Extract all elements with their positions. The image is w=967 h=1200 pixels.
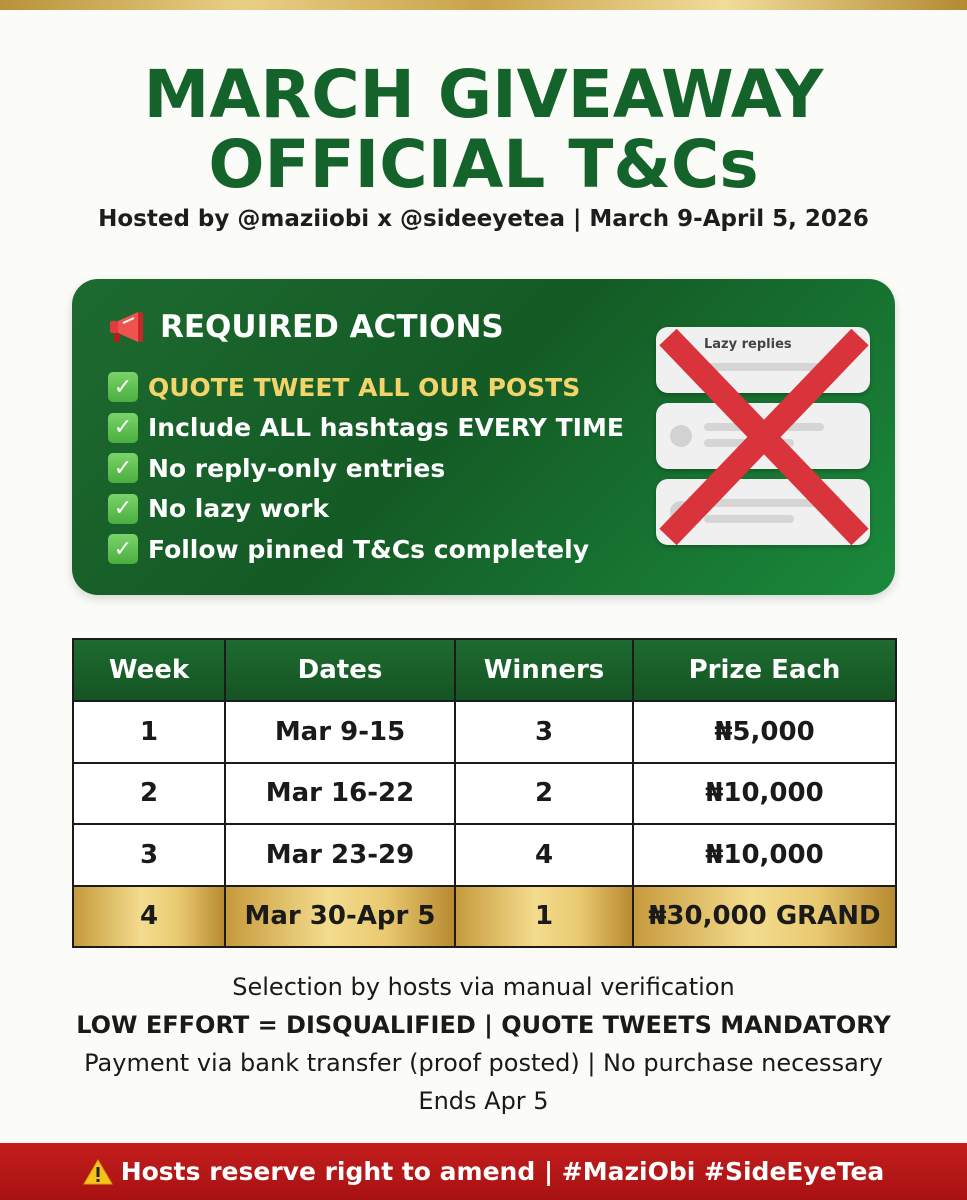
required-actions-heading-row	[108, 309, 504, 345]
lazy-replies-illustration	[656, 327, 872, 547]
rule-item	[108, 408, 624, 449]
column-header: Dates	[225, 639, 455, 701]
rules-list	[108, 367, 624, 570]
table-row	[73, 763, 896, 825]
column-header: Prize Each	[633, 639, 896, 701]
table-row	[73, 824, 896, 886]
prize-cell: ₦10,000	[633, 824, 896, 886]
week-cell: 4	[73, 886, 225, 948]
winners-cell: 4	[455, 824, 633, 886]
week-cell: 2	[73, 763, 225, 825]
top-gold-bar	[0, 0, 967, 10]
table-row	[73, 701, 896, 763]
end-date-note: Ends Apr 5	[418, 1087, 549, 1115]
winners-cell: 3	[455, 701, 633, 763]
checkmark-icon: ✓	[108, 494, 138, 524]
rule-item	[108, 529, 624, 570]
checkmark-icon: ✓	[108, 372, 138, 402]
rule-label: Include ALL hashtags EVERY TIME	[148, 413, 624, 443]
footer-banner-text: Hosts reserve right to amend | #MaziObi #SideEyeTea	[120, 1157, 885, 1186]
footer-banner	[0, 1143, 967, 1200]
prize-table	[72, 638, 897, 948]
dates-cell: Mar 30-Apr 5	[225, 886, 455, 948]
prize-cell: ₦5,000	[633, 701, 896, 763]
checkmark-icon: ✓	[108, 534, 138, 564]
week-cell: 1	[73, 701, 225, 763]
disqualification-note: LOW EFFORT = DISQUALIFIED | QUOTE TWEETS MANDATORY	[76, 1011, 891, 1039]
prize-cell: ₦10,000	[633, 763, 896, 825]
rule-item	[108, 489, 624, 530]
required-actions-heading: REQUIRED ACTIONS	[160, 309, 504, 345]
grand-prize-row	[73, 886, 896, 948]
hosts-subtitle: Hosted by @maziiobi x @sideeyetea | March 9-April 5, 2026	[98, 206, 869, 232]
rule-label: No reply-only entries	[148, 453, 446, 483]
dates-cell: Mar 23-29	[225, 824, 455, 886]
warning-icon	[83, 1158, 113, 1186]
column-header: Winners	[455, 639, 633, 701]
page-title-line1: MARCH GIVEAWAY	[143, 56, 824, 133]
page-title-line2: OFFICIAL T&Cs	[208, 126, 759, 203]
rule-item	[108, 367, 624, 408]
required-actions-card	[72, 279, 895, 595]
column-header: Week	[73, 639, 225, 701]
winners-cell: 2	[455, 763, 633, 825]
selection-note: Selection by hosts via manual verification	[232, 973, 735, 1001]
rule-label: No lazy work	[148, 494, 330, 524]
red-cross-icon	[656, 327, 872, 547]
rule-label: QUOTE TWEET ALL OUR POSTS	[148, 372, 581, 402]
lazy-replies-label: Lazy replies	[704, 337, 792, 352]
dates-cell: Mar 16-22	[225, 763, 455, 825]
prize-cell: ₦30,000 GRAND	[633, 886, 896, 948]
megaphone-icon	[108, 309, 148, 345]
dates-cell: Mar 9-15	[225, 701, 455, 763]
rule-item	[108, 448, 624, 489]
checkmark-icon: ✓	[108, 453, 138, 483]
table-header-row	[73, 639, 896, 701]
winners-cell: 1	[455, 886, 633, 948]
week-cell: 3	[73, 824, 225, 886]
payment-note: Payment via bank transfer (proof posted) | No purchase necessary	[84, 1049, 883, 1077]
checkmark-icon: ✓	[108, 413, 138, 443]
terms-notes	[0, 968, 967, 1120]
rule-label: Follow pinned T&Cs completely	[148, 534, 589, 564]
